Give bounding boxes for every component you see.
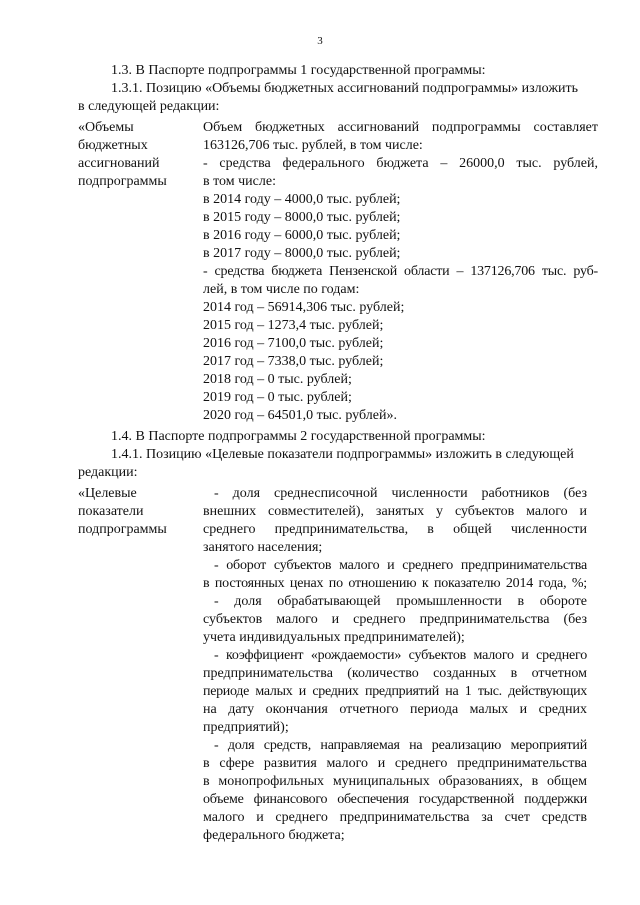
content-line: 2015 год – 1273,4 тыс. рублей; <box>203 318 384 333</box>
content-line: - коэффициент «рождаемости» субъектов малого и среднего <box>214 648 587 663</box>
content-line: федерального бюджета; <box>203 828 345 843</box>
content-line: в том числе: <box>203 174 276 189</box>
content-line: предпринимательства (количество созданных в отчетном <box>203 666 587 681</box>
content-line: 2017 год – 7338,0 тыс. рублей; <box>203 354 384 369</box>
content-line: в сфере развития малого и среднего предпринимательства <box>203 756 587 771</box>
content-line: внешних совместителей), занятых у субъектов малого и <box>203 504 587 519</box>
label-line: бюджетных <box>78 138 148 153</box>
content-line: - средства федерального бюджета – 26000,0 тыс. рублей, <box>203 156 598 171</box>
label-line: «Объемы <box>78 120 134 135</box>
label-line: «Целевые <box>78 486 137 501</box>
content-line: Объем бюджетных ассигнований подпрограммы составляет <box>203 120 598 135</box>
subsection-heading-1-3-1-cont: в следующей редакции: <box>78 99 220 114</box>
content-line: в 2014 году – 4000,0 тыс. рублей; <box>203 192 401 207</box>
label-line: показатели <box>78 504 144 519</box>
content-line: - средства бюджета Пензенской области – 137126,706 тыс. руб- <box>203 264 598 279</box>
content-line: предприятий); <box>203 720 289 735</box>
content-line: среднего предпринимательства, в общей численности <box>203 522 587 537</box>
page-number: 3 <box>317 35 323 47</box>
content-line: 2019 год – 0 тыс. рублей; <box>203 390 352 405</box>
content-line: - доля среднесписочной численности работников (без <box>214 486 587 501</box>
content-line: в 2017 году – 8000,0 тыс. рублей; <box>203 246 401 261</box>
label-line: подпрограммы <box>78 174 167 189</box>
content-line: в монопрофильных муниципальных образованиях, в общем <box>203 774 587 789</box>
content-line: - доля обрабатывающей промышленности в обороте <box>214 594 587 609</box>
content-line: 2018 год – 0 тыс. рублей; <box>203 372 352 387</box>
label-line: ассигнований <box>78 156 160 171</box>
section-heading-1-4: 1.4. В Паспорте подпрограммы 2 государственной программы: <box>111 429 486 444</box>
section-heading-1-3: 1.3. В Паспорте подпрограммы 1 государственной программы: <box>111 63 486 78</box>
content-line: объеме финансового обеспечения государственной поддержки <box>203 792 587 807</box>
content-line: в 2016 году – 6000,0 тыс. рублей; <box>203 228 401 243</box>
content-line: 2020 год – 64501,0 тыс. рублей». <box>203 408 397 423</box>
content-line: лей, в том числе по годам: <box>203 282 360 297</box>
content-line: - оборот субъектов малого и среднего предпринимательства <box>214 558 587 573</box>
content-line: 2016 год – 7100,0 тыс. рублей; <box>203 336 384 351</box>
content-line: субъектов малого и среднего предпринимательства (без <box>203 612 587 627</box>
content-line: 2014 год – 56914,306 тыс. рублей; <box>203 300 405 315</box>
content-line: - доля средств, направляемая на реализацию мероприятий <box>214 738 587 753</box>
content-line: 163126,706 тыс. рублей, в том числе: <box>203 138 423 153</box>
subsection-heading-1-4-1-cont: редакции: <box>78 465 138 480</box>
subsection-heading-1-4-1: 1.4.1. Позицию «Целевые показатели подпрограммы» изложить в следующей <box>111 447 574 462</box>
subsection-heading-1-3-1: 1.3.1. Позицию «Объемы бюджетных ассигнований подпрограммы» изложить <box>111 81 578 96</box>
content-line: периоде малых и средних предприятий на 1 тыс. действующих <box>203 684 587 699</box>
content-line: малого и среднего предпринимательства за счет средств <box>203 810 587 825</box>
content-line: на дату окончания отчетного периода малых и средних <box>203 702 587 717</box>
content-line: учета индивидуальных предпринимателей); <box>203 630 465 645</box>
label-line: подпрограммы <box>78 522 167 537</box>
content-line: в 2015 году – 8000,0 тыс. рублей; <box>203 210 401 225</box>
content-line: в постоянных ценах по отношению к показателю 2014 года, %; <box>203 576 587 591</box>
content-line: занятого населения; <box>203 540 323 555</box>
